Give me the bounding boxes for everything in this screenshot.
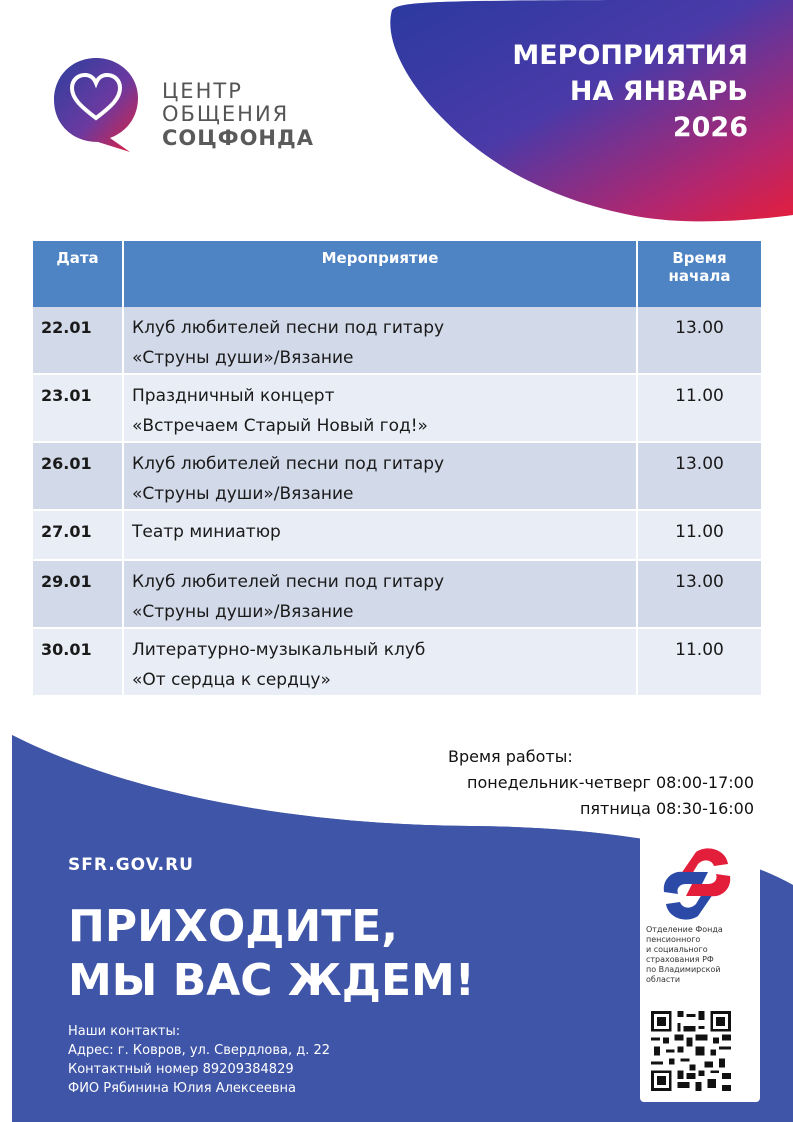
sfr-caption-line: страхования РФ [646,955,714,964]
row-event-line-1: Клуб любителей песни под гитару [132,454,445,474]
row-time: 13.00 [637,307,761,374]
contacts-title: Наши контакты: [68,1024,181,1039]
logo-line-2: ОБЩЕНИЯ [162,102,290,126]
row-date: 29.01 [33,560,123,628]
table-row [33,560,761,628]
qr-code-icon[interactable] [648,1008,734,1094]
row-event-line-1: Праздничный концерт [132,386,335,406]
row-event-line-2: «От сердца к сердцу» [132,670,331,690]
banner-title [418,38,748,146]
row-event-line-2: «Встречаем Старый Новый год!» [132,416,428,436]
banner-line-1: МЕРОПРИЯТИЯ [512,40,748,71]
row-date: 22.01 [33,307,123,374]
row-event-line-1: Театр миниатюр [132,522,281,542]
sfr-caption-line: по Владимирской [646,965,721,974]
table-row [33,374,761,442]
sfr-logo-icon [656,846,738,922]
contacts-phone: Контактный номер 89209384829 [68,1062,294,1077]
row-time: 11.00 [637,374,761,442]
sfr-panel [640,832,760,1102]
sfr-caption [646,925,756,985]
sfr-caption-line: области [646,975,681,984]
row-event [123,374,637,442]
slogan-line-1: ПРИХОДИТЕ, [68,901,399,952]
contacts-address: Адрес: г. Ковров, ул. Свердлова, д. 22 [68,1043,331,1058]
sfr-caption-line: пенсионного [646,935,701,944]
row-time: 11.00 [637,510,761,560]
row-event-line-2: «Струны души»/Вязание [132,602,354,622]
banner-line-2: НА ЯНВАРЬ [569,76,748,107]
hours-mon-thu: понедельник-четверг 08:00-17:00 [467,773,754,792]
events-table [33,241,761,695]
slogan [68,900,475,1008]
row-time: 13.00 [637,442,761,510]
banner-line-3: 2026 [672,112,748,143]
table-row [33,307,761,374]
header-time-line-1: Время [672,249,727,267]
row-date: 26.01 [33,442,123,510]
row-event-line-1: Литературно-музыкальный клуб [132,640,426,660]
working-hours [448,744,754,822]
row-event [123,510,637,560]
row-time: 11.00 [637,628,761,695]
heart-chat-logo-icon [50,52,142,154]
hours-title: Время работы: [448,747,573,766]
contacts [68,1022,330,1098]
row-event [123,560,637,628]
table-row [33,628,761,695]
sfr-caption-line: Отделение Фонда [646,925,723,934]
header-time [637,241,761,307]
row-event-line-1: Клуб любителей песни под гитару [132,572,445,592]
row-date: 23.01 [33,374,123,442]
table-row [33,510,761,560]
row-event [123,628,637,695]
contacts-person: ФИО Рябинина Юлия Алексеевна [68,1081,297,1096]
row-event [123,442,637,510]
header-event: Мероприятие [123,241,637,307]
row-event [123,307,637,374]
row-event-line-2: «Струны души»/Вязание [132,348,354,368]
logo-line-1: ЦЕНТР [162,79,243,103]
row-date: 27.01 [33,510,123,560]
logo-line-3: СОЦФОНДА [162,126,314,150]
row-event-line-1: Клуб любителей песни под гитару [132,318,445,338]
header-date: Дата [33,241,123,307]
sfr-caption-line: и социального [646,945,708,954]
logo-text [162,80,314,151]
row-event-line-2: «Струны души»/Вязание [132,484,354,504]
hours-fri: пятница 08:30-16:00 [579,799,754,818]
slogan-line-2: МЫ ВАС ЖДЕМ! [68,955,475,1006]
header-time-line-2: начала [668,267,731,285]
row-time: 13.00 [637,560,761,628]
website-link[interactable]: SFR.GOV.RU [68,855,194,875]
table-row [33,442,761,510]
table-header-row [33,241,761,307]
row-date: 30.01 [33,628,123,695]
